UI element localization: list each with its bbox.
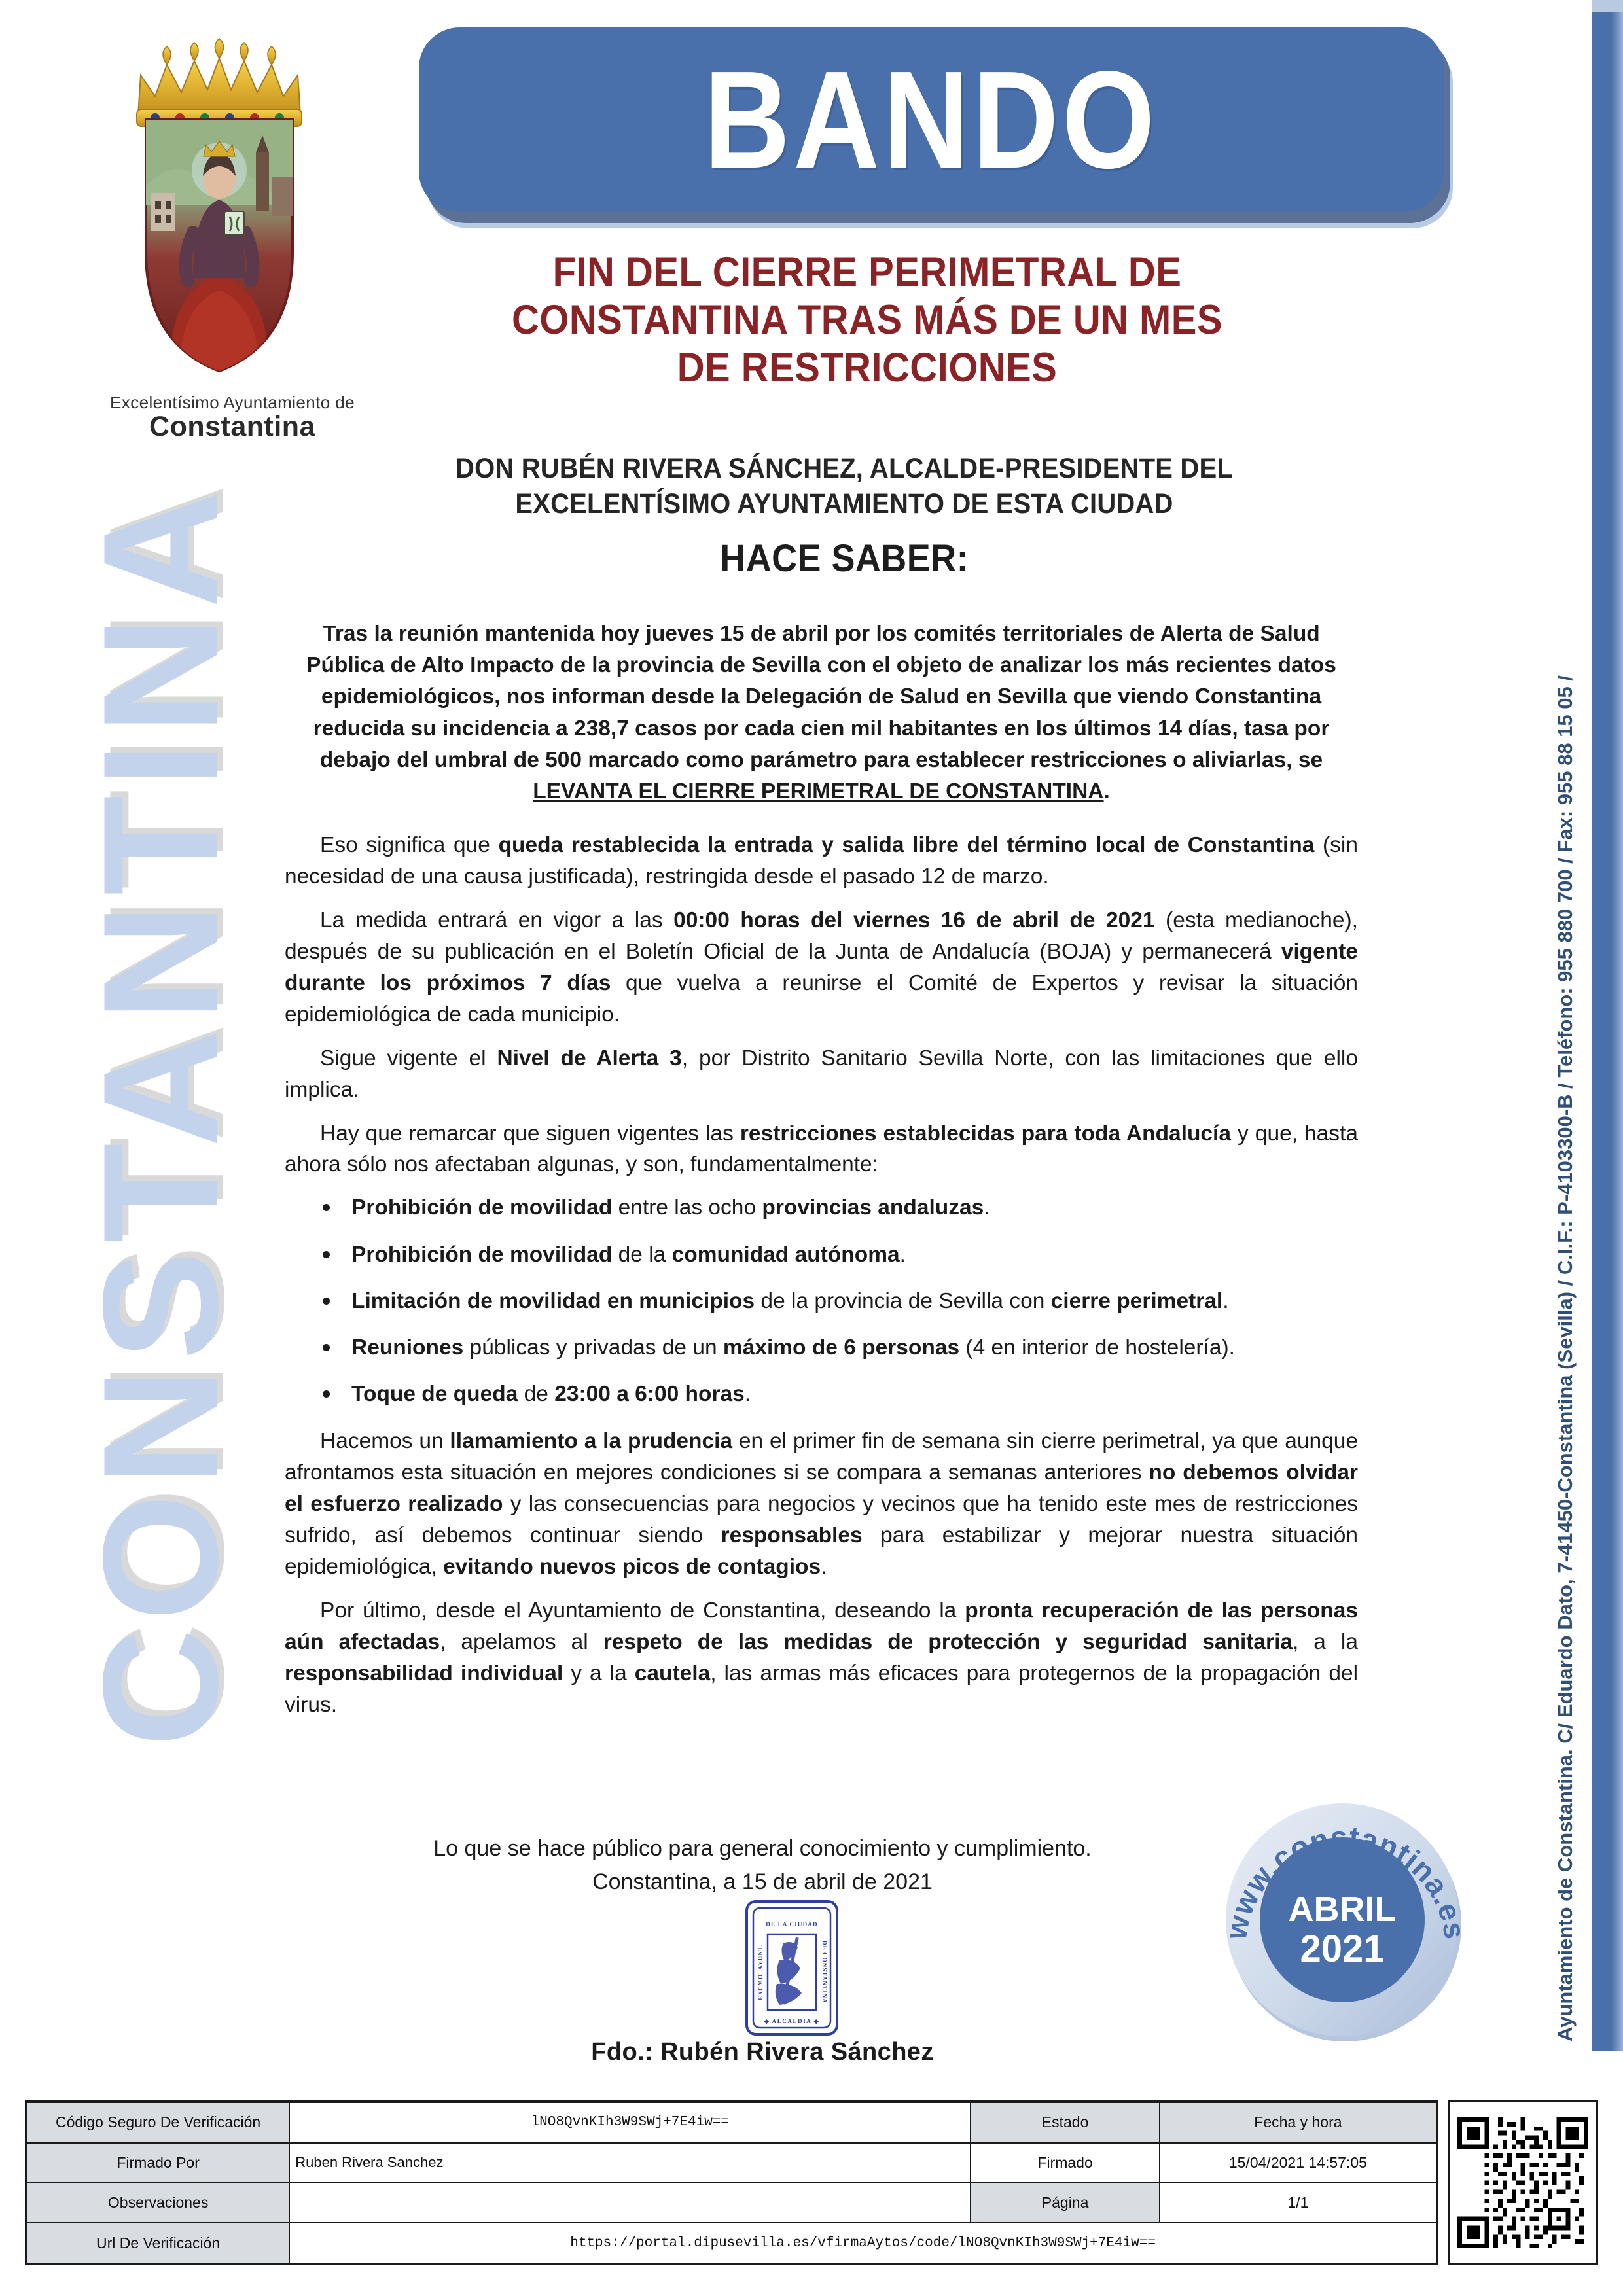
p7-text-a: Por último, desde el Ayuntamiento de Constantina, deseando la: [320, 1598, 965, 1623]
p6-text-e: para estabilizar y mejorar nuestra situación epidemiológica,: [285, 1523, 1359, 1579]
hace-saber-text: HACE SABER:: [720, 537, 969, 580]
svg-text:2021: 2021: [1300, 1928, 1385, 1970]
p5-text-c: y que, hasta ahora sólo nos afectaban algunas, y son, fundamentalmente:: [285, 1121, 1358, 1177]
hace-saber-heading: [308, 537, 1381, 580]
closing-block: [285, 1832, 1240, 1899]
list-item: [285, 1333, 1358, 1362]
csv-label: Código Seguro De Verificación: [26, 2102, 289, 2143]
svg-text:www.constantina.es: www.constantina.es: [1218, 1819, 1472, 1942]
fecha-header: Fecha y hora: [1160, 2102, 1437, 2143]
bullet-3-bold-1: Limitación de movilidad en municipios: [351, 1288, 755, 1313]
p7-bold-3: responsabilidad individual: [285, 1661, 563, 1686]
url-label: Url De Verificación: [26, 2223, 289, 2264]
bullet-5-text-1: de: [518, 1382, 555, 1407]
p7-text-f: , las armas más eficaces para protegernos de la propagación del virus.: [285, 1661, 1359, 1717]
p5-text-a: Hay que remarcar que siguen vigentes las: [320, 1121, 740, 1146]
list-item: [285, 1193, 1358, 1222]
p6-text-f: .: [821, 1554, 827, 1579]
closing-line-1: Lo que se hace público para general conocimiento y cumplimiento.: [433, 1836, 1092, 1861]
bullet-4-bold-2: máximo de 6 personas: [722, 1335, 960, 1360]
headline-line-1: FIN DEL CIERRE PERIMETRAL DE: [552, 249, 1182, 295]
csv-value: lNO8QvnKIh3W9SWj+7E4iw==: [289, 2102, 971, 2143]
bullet-5-bold-1: Toque de queda: [351, 1382, 518, 1407]
paragraph-6: [285, 1426, 1358, 1582]
svg-text:ABRIL: ABRIL: [1288, 1890, 1397, 1929]
bullet-4-bold-1: Reuniones: [351, 1335, 464, 1360]
table-row: [26, 2223, 1437, 2264]
crest-caption-line2: Constantina: [149, 411, 315, 442]
list-item: [285, 1379, 1358, 1409]
paragraph-2: [285, 830, 1358, 892]
p6-bold-1: llamamiento a la prudencia: [450, 1429, 733, 1454]
p3-bold-1: 00:00 horas del viernes 16 de abril de 2021: [673, 908, 1155, 933]
right-strip-cap: [1592, 0, 1623, 12]
p3-text-d: que vuelva a reunirse el Comité de Expertos y revisar la situación epidemiológica de cada municipio.: [285, 970, 1358, 1027]
p2-bold-1: queda restablecida la entrada y salida libre del término local de Constantina: [498, 833, 1315, 858]
banner-body: [419, 27, 1444, 212]
crest-caption-line1: Excelentísimo Ayuntamiento de: [110, 393, 355, 412]
p6-text-a: Hacemos un: [320, 1429, 450, 1454]
watermark-constantina: CONSTANTINA: [69, 482, 252, 1747]
svg-text:EXCMO. AYUNT.: EXCMO. AYUNT.: [757, 1944, 764, 2000]
bullet-3-text-1: de la provincia de Sevilla con: [755, 1288, 1051, 1313]
p7-text-d: , a la: [1293, 1629, 1358, 1654]
restrictions-list: [285, 1193, 1358, 1409]
closing-line-2: Constantina, a 15 de abril de 2021: [592, 1869, 933, 1894]
p4-text-a: Sigue vigente el: [320, 1046, 497, 1070]
bullet-2-bold-1: Prohibición de movilidad: [351, 1242, 613, 1267]
bullet-2-text-1: de la: [612, 1242, 672, 1267]
qr-code-icon: [1448, 2100, 1598, 2265]
p6-bold-2: no debemos olvidar el esfuerzo realizado: [285, 1460, 1359, 1517]
table-row: [26, 2143, 1437, 2183]
p3-bold-2: vigente durante los próximos 7 días: [285, 940, 1358, 995]
fecha-value: 15/04/2021 14:57:05: [1160, 2143, 1437, 2183]
coat-of-arms-icon: [115, 36, 324, 393]
p4-bold-1: Nivel de Alerta 3: [497, 1046, 682, 1070]
p7-text-c: , apelamos al: [440, 1629, 603, 1654]
p7-bold-2: respeto de las medidas de protección y seguridad sanitaria: [603, 1629, 1293, 1654]
paragraph-3: [285, 905, 1358, 1031]
observaciones-label: Observaciones: [26, 2183, 289, 2223]
list-item: [285, 1240, 1358, 1269]
estado-header: Estado: [971, 2102, 1159, 2143]
estado-value: Firmado: [971, 2143, 1159, 2183]
p3-text-c: (esta medianoche), después de su publicación en el Boletín Oficial de la Junta de Andalucía (BOJA) y permanecerá: [285, 908, 1358, 964]
p6-text-d: y las consecuencias para negocios y vecinos que ha tenido este mes de restricciones sufrido, así debemos continuar siendo: [285, 1492, 1358, 1548]
p2-text-c: (sin necesidad de una causa justificada), restringida desde el pasado 12 de marzo.: [285, 833, 1358, 889]
p5-bold-1: restricciones establecidas para toda Andalucía: [740, 1121, 1231, 1146]
paragraph-5: [285, 1118, 1358, 1181]
observaciones-value: [289, 2183, 971, 2223]
bullet-2-text-2: .: [899, 1242, 906, 1267]
sidebar-address-text: Ayuntamiento de Constantina. C/ Eduardo Dato, 7-41450-Constantina (Sevilla) / C.I.F.: P-4103300-B / Teléfono: 955 880 700 / Fax: 955 88 15 05 /: [1553, 675, 1577, 2041]
p7-bold-1: pronta recuperación de las personas aún afectadas: [285, 1598, 1359, 1654]
svg-text:DE CONSTANTINA: DE CONSTANTINA: [821, 1941, 828, 2004]
url-value[interactable]: https://portal.dipusevilla.es/vfirmaAytos/code/lNO8QvnKIh3W9SWj+7E4iw==: [289, 2223, 1437, 2264]
pagina-value: 1/1: [1160, 2183, 1437, 2223]
svg-text:◆ ALCALDIA ◆: ◆ ALCALDIA ◆: [764, 2018, 820, 2024]
table-row: [26, 2183, 1437, 2223]
p7-text-e: y a la: [563, 1661, 635, 1686]
list-item: [285, 1286, 1358, 1316]
p6-bold-3: responsables: [721, 1523, 863, 1548]
bullet-4-text-1: públicas y privadas de un: [463, 1335, 723, 1360]
mayor-declaration: [308, 451, 1381, 522]
paragraph-1: [285, 618, 1358, 807]
table-row: [26, 2102, 1437, 2143]
signature-name: Fdo.: Rubén Rivera Sánchez: [591, 2038, 934, 2066]
p4-text-c: , por Distrito Sanitario Sevilla Norte, con las limitaciones que ello implica.: [285, 1046, 1359, 1102]
right-blue-strip: [1592, 0, 1623, 2051]
bullet-4-text-2: (4 en interior de hostelería).: [959, 1335, 1235, 1360]
bando-banner: [419, 27, 1453, 221]
p1-text-a: Tras la reunión mantenida hoy jueves 15 de abril por los comités territoriales de Alerta de Salud Pública de Alto Impacto de la provincia de Sevilla con el objeto de analizar los más recientes datos epidemiológicos, nos informan desde la Delegación de Salud en Sevilla que viendo Constantina reducida su incidencia a 238,7 casos por cada cien mil habitantes en los últimos 14 días, tasa por debajo del umbral de 500 marcado como parámetro para establecer restricciones o aliviarlas, se: [306, 622, 1336, 772]
p3-text-a: La medida entrará en vigor a las: [320, 908, 674, 933]
p7-bold-4: cautela: [634, 1661, 711, 1686]
firmado-por-value: Ruben Rivera Sanchez: [289, 2143, 971, 2183]
bullet-3-bold-2: cierre perimetral: [1050, 1288, 1223, 1313]
verification-footer: [25, 2100, 1598, 2265]
bullet-1-text-2: .: [984, 1195, 990, 1220]
bullet-3-text-2: .: [1222, 1288, 1229, 1313]
headline-line-2: CONSTANTINA TRAS MÁS DE UN MES: [511, 297, 1223, 344]
headline-line-3: DE RESTRICCIONES: [677, 345, 1058, 391]
p6-text-c: en el primer fin de semana sin cierre perimetral, ya que aunque afrontamos esta situación en mejores condiciones si se compara a semanas anteriores: [285, 1429, 1358, 1485]
p1-text-end: .: [1103, 779, 1110, 804]
p2-text-a: Eso significa que: [320, 833, 499, 858]
bullet-5-text-2: .: [744, 1382, 751, 1407]
bullet-2-bold-2: comunidad autónoma: [671, 1242, 900, 1267]
web-badge-icon: [1214, 1786, 1476, 2048]
pagina-label: Página: [971, 2183, 1159, 2223]
bullet-5-bold-2: 23:00 a 6:00 horas: [554, 1382, 745, 1407]
firmado-por-label: Firmado Por: [26, 2143, 289, 2183]
bullet-1-bold-2: provincias andaluzas: [762, 1195, 984, 1220]
paragraph-4: [285, 1043, 1358, 1106]
banner-title: BANDO: [704, 42, 1159, 197]
subtitle-line-1: DON RUBÉN RIVERA SÁNCHEZ, ALCALDE-PRESIDENTE DEL: [455, 453, 1233, 484]
official-seal-icon: [743, 1898, 841, 2038]
bullet-1-text-1: entre las ocho: [612, 1195, 762, 1220]
svg-text:DE LA CIUDAD: DE LA CIUDAD: [766, 1921, 818, 1928]
p6-bold-4: evitando nuevos picos de contagios: [443, 1554, 821, 1579]
p1-underlined: LEVANTA EL CIERRE PERIMETRAL DE CONSTANTINA: [533, 779, 1104, 804]
bullet-1-bold-1: Prohibición de movilidad: [351, 1195, 613, 1220]
subtitle-line-2: EXCELENTÍSIMO AYUNTAMIENTO DE ESTA CIUDAD: [515, 487, 1173, 520]
verification-table: [25, 2100, 1438, 2265]
page-title: [357, 249, 1378, 392]
sidebar-address-block: [1542, 0, 1588, 2041]
bando-body: [285, 618, 1358, 1733]
paragraph-7: [285, 1595, 1358, 1721]
